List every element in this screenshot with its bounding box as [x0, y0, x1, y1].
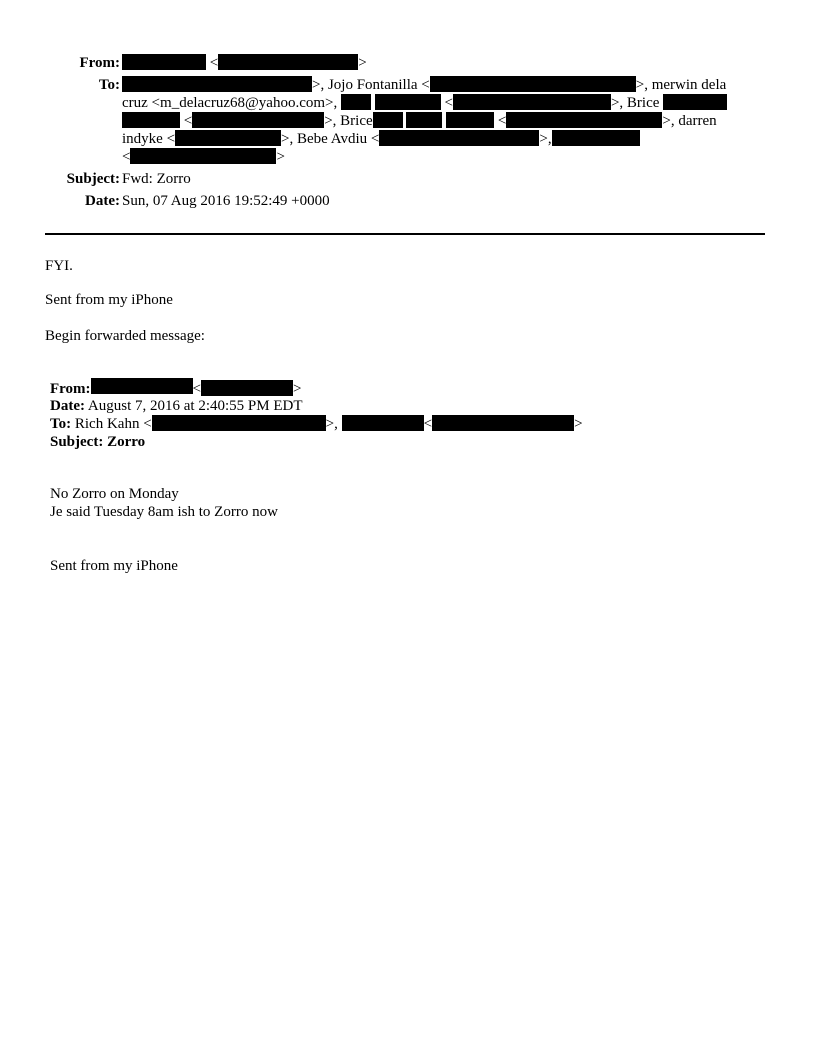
body-line-signature: Sent from my iPhone — [45, 292, 173, 308]
header-from-row — [0, 54, 767, 72]
redaction-block — [406, 112, 442, 128]
to-text: >, — [539, 131, 552, 147]
to-text: >, Bebe Avdiu < — [281, 131, 380, 147]
header-divider — [45, 233, 765, 235]
redaction-block — [201, 380, 293, 396]
forwarded-msg-line-2: Je said Tuesday 8am ish to Zorro now — [50, 504, 278, 520]
to-value — [122, 76, 767, 166]
date-label: Date: — [85, 193, 120, 209]
fwd-from-label: From: — [50, 381, 91, 397]
to-text: < — [183, 113, 193, 129]
to-text: >, Brice — [324, 113, 373, 129]
redaction-block — [663, 94, 727, 110]
header-to-row — [0, 76, 767, 166]
to-text: < — [444, 95, 453, 111]
forwarded-signature: Sent from my iPhone — [50, 558, 178, 574]
to-text: >, Brice — [610, 95, 660, 111]
close-angle: > — [358, 55, 367, 71]
forwarded-subject-row — [50, 433, 145, 451]
close-angle: > — [293, 381, 302, 397]
body-line-forward-intro: Begin forwarded message: — [45, 328, 205, 344]
redaction-block — [552, 130, 640, 146]
fwd-subject-value: Zorro — [107, 434, 146, 450]
from-label: From: — [79, 55, 120, 71]
to-text: < — [497, 113, 507, 129]
redaction-block — [342, 415, 424, 431]
fwd-to-text: > — [574, 416, 583, 432]
redaction-block — [446, 112, 494, 128]
redaction-block — [375, 94, 441, 110]
forwarded-from-row — [50, 378, 301, 398]
to-text: >, merwin dela — [635, 77, 727, 93]
redaction-block — [152, 415, 326, 431]
subject-value: Fwd: Zorro — [122, 171, 191, 187]
from-value — [122, 54, 767, 72]
open-angle: < — [209, 55, 219, 71]
to-text: > — [276, 149, 285, 165]
redaction-block — [175, 130, 281, 146]
redaction-block — [373, 112, 403, 128]
redaction-block — [122, 112, 180, 128]
fwd-to-text: Rich Kahn < — [74, 416, 152, 432]
forwarded-msg-line-1: No Zorro on Monday — [50, 486, 179, 502]
fwd-to-text: < — [423, 416, 433, 432]
subject-label: Subject: — [66, 171, 120, 187]
open-angle: < — [192, 381, 202, 397]
redaction-block — [341, 94, 371, 110]
to-text: cruz <m_delacruz68@yahoo.com>, — [122, 95, 338, 111]
to-text: indyke < — [122, 131, 176, 147]
to-label: To: — [98, 77, 120, 93]
fwd-subject-label: Subject: — [50, 434, 104, 450]
fwd-to-label: To: — [50, 416, 72, 432]
redaction-block — [192, 112, 324, 128]
to-text: >, Jojo Fontanilla < — [312, 77, 430, 93]
redaction-block — [91, 378, 193, 394]
fwd-date-label: Date: — [50, 398, 85, 414]
forwarded-date-row — [50, 397, 303, 415]
redaction-block — [430, 76, 636, 92]
to-text: < — [122, 149, 131, 165]
redaction-block — [432, 415, 574, 431]
header-date-row — [0, 192, 767, 210]
redaction-block — [453, 94, 611, 110]
body-line-fyi: FYI. — [45, 258, 73, 274]
redaction-block — [218, 54, 358, 70]
fwd-to-text: >, — [325, 416, 338, 432]
redaction-block — [506, 112, 662, 128]
to-text: >, darren — [662, 113, 717, 129]
header-subject-row — [0, 170, 767, 188]
redaction-block — [122, 76, 312, 92]
fwd-date-value: August 7, 2016 at 2:40:55 PM EDT — [87, 398, 303, 414]
forwarded-to-row — [50, 415, 583, 433]
redaction-block — [122, 54, 206, 70]
date-value: Sun, 07 Aug 2016 19:52:49 +0000 — [122, 193, 330, 209]
redaction-block — [379, 130, 539, 146]
redaction-block — [130, 148, 276, 164]
